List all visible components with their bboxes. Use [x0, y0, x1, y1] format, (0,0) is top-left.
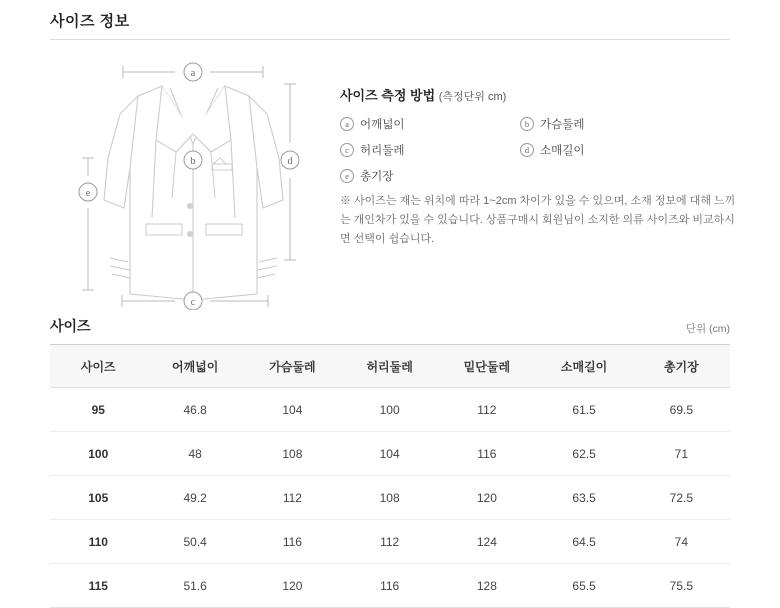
table-row: [50, 564, 730, 608]
legend-item-chest: [520, 116, 700, 132]
svg-text:b: b: [190, 156, 196, 167]
cell-length: 74: [633, 520, 730, 564]
page-title: 사이즈 정보: [50, 13, 130, 30]
cell-sleeve: 64.5: [535, 520, 632, 564]
cell-length: 75.5: [633, 564, 730, 608]
cell-sleeve: 65.5: [535, 564, 632, 608]
cell-sleeve: 62.5: [535, 432, 632, 476]
legend-label-waist: 허리둘레: [360, 145, 405, 157]
table-header-row: [50, 345, 730, 388]
column-header-chest: 가슴둘레: [244, 345, 341, 388]
cell-waist: 108: [341, 476, 438, 520]
cell-chest: 108: [244, 432, 341, 476]
cell-size: 105: [50, 476, 147, 520]
cell-shoulder: 50.4: [147, 520, 244, 564]
legend-unit: (측정단위 cm): [438, 91, 507, 103]
size-table: [50, 344, 730, 608]
legend-item-shoulder: [340, 116, 520, 132]
legend-label-length: 총기장: [360, 171, 394, 183]
cell-shoulder: 48: [147, 432, 244, 476]
jacket-illustration: [50, 48, 350, 310]
table-row: [50, 388, 730, 432]
legend-label-chest: 가슴둘레: [540, 119, 585, 131]
cell-sleeve: 61.5: [535, 388, 632, 432]
measurement-notes: ※ 사이즈는 재는 위치에 따라 1~2cm 차이가 있을 수 있으며, 소재 정보에 대해 느끼는 개인차가 있을 수 있습니다. 상품구매시 회원님이 소지한 의류 사이즈와 비교하시면 선택이 쉽습니다.: [340, 195, 736, 245]
legend-title: [340, 85, 730, 104]
section-header: [50, 10, 730, 40]
cell-size: 110: [50, 520, 147, 564]
svg-text:a: a: [190, 68, 196, 79]
cell-waist: 116: [341, 564, 438, 608]
table-row: [50, 520, 730, 564]
cell-chest: 120: [244, 564, 341, 608]
cell-waist: 100: [341, 388, 438, 432]
size-table-header: [50, 316, 730, 336]
legend-title-text: 사이즈 측정 방법: [340, 88, 436, 103]
table-row: [50, 432, 730, 476]
cell-shoulder: 51.6: [147, 564, 244, 608]
cell-hem: 112: [438, 388, 535, 432]
cell-length: 71: [633, 432, 730, 476]
badge-c-icon: c: [340, 143, 354, 157]
column-header-shoulder: 어깨넓이: [147, 345, 244, 388]
cell-hem: 120: [438, 476, 535, 520]
column-header-waist: 허리둘레: [341, 345, 438, 388]
legend-label-shoulder: 어깨넓이: [360, 119, 405, 131]
column-header-size: 사이즈: [50, 345, 147, 388]
cell-size: 115: [50, 564, 147, 608]
legend-list: [340, 116, 700, 194]
column-header-sleeve: 소매길이: [535, 345, 632, 388]
cell-shoulder: 49.2: [147, 476, 244, 520]
size-table-title: 사이즈: [50, 318, 91, 334]
measurement-legend: [340, 85, 730, 194]
table-row: [50, 476, 730, 520]
column-header-length: 총기장: [633, 345, 730, 388]
cell-length: 72.5: [633, 476, 730, 520]
badge-b-icon: b: [520, 117, 534, 131]
cell-chest: 116: [244, 520, 341, 564]
cell-size: 100: [50, 432, 147, 476]
badge-d-icon: d: [520, 143, 534, 157]
cell-chest: 112: [244, 476, 341, 520]
cell-hem: 116: [438, 432, 535, 476]
svg-text:e: e: [85, 188, 91, 199]
cell-chest: 104: [244, 388, 341, 432]
cell-hem: 128: [438, 564, 535, 608]
legend-item-sleeve: [520, 142, 700, 158]
cell-hem: 124: [438, 520, 535, 564]
cell-shoulder: 46.8: [147, 388, 244, 432]
legend-label-sleeve: 소매길이: [540, 145, 585, 157]
cell-waist: 104: [341, 432, 438, 476]
cell-length: 69.5: [633, 388, 730, 432]
column-header-hem: 밑단둘레: [438, 345, 535, 388]
badge-e-icon: e: [340, 169, 354, 183]
cell-waist: 112: [341, 520, 438, 564]
svg-text:c: c: [190, 297, 196, 308]
badge-a-icon: a: [340, 117, 354, 131]
legend-item-length: [340, 168, 700, 184]
legend-item-waist: [340, 142, 520, 158]
cell-sleeve: 63.5: [535, 476, 632, 520]
size-table-unit: 단위 (cm): [685, 323, 730, 335]
svg-text:d: d: [287, 156, 293, 167]
cell-size: 95: [50, 388, 147, 432]
